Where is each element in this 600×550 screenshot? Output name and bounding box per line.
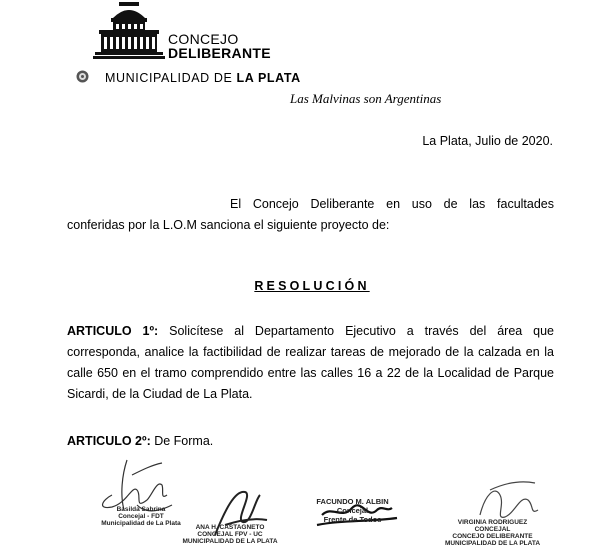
signature-3-block (290, 497, 415, 524)
signature-4-block (435, 519, 550, 547)
org-name-line1: CONCEJO (168, 31, 239, 47)
municipality-prefix: MUNICIPALIDAD DE (105, 71, 237, 85)
signature-4-role: CONCEJAL (474, 526, 511, 533)
signature-2-block (180, 524, 280, 545)
municipal-seal-icon (76, 70, 89, 83)
signature-2-role: CONCEJAL FPV - UC (197, 531, 263, 538)
signature-3-org: Frente de Todos (323, 515, 382, 524)
article-2 (67, 431, 554, 452)
article-1-label: ARTICULO 1º: (67, 324, 159, 338)
signature-1-role: Concejal - FDT (118, 513, 164, 520)
municipality-name: LA PLATA (236, 71, 301, 85)
signature-3-role: Concejal (336, 506, 369, 515)
building-dome-icon (93, 2, 165, 60)
signature-4-name: VIRGINIA RODRIGUEZ (457, 519, 528, 526)
signature-4-org2: MUNICIPALIDAD DE LA PLATA (444, 540, 541, 547)
document-date: La Plata, Julio de 2020. (422, 134, 553, 148)
signature-1-scribble (92, 455, 192, 550)
signature-1-block (96, 506, 186, 527)
resolution-title: RESOLUCIÓN (254, 279, 370, 293)
signature-1-org: Municipalidad de La Plata (101, 520, 181, 527)
signature-2-name: ANA H. CASTAGNETO (195, 524, 265, 531)
article-1 (67, 321, 554, 405)
intro-paragraph: El Concejo Deliberante en uso de las facultades conferidas por la L.O.M sanciona el siguiente proyecto de: (67, 197, 554, 232)
municipality-line (105, 71, 301, 85)
signature-4-org: CONCEJO DELIBERANTE (452, 533, 533, 540)
org-name-line2: DELIBERANTE (168, 45, 271, 61)
motto: Las Malvinas son Argentinas (290, 91, 442, 106)
signature-2-org: MUNICIPALIDAD DE LA PLATA (182, 538, 278, 545)
article-2-text: De Forma. (150, 434, 214, 448)
article-2-label: ARTICULO 2º: (67, 434, 151, 448)
signature-1-name: Basilda Sabrina (116, 506, 166, 513)
article-1-text: Solicítese al Departamento Ejecutivo a través del área que corresponda, analice la factibilidad de realizar tareas de mejorado de la calzada en la calle 650 en el tramo comprendido entre las calles 16 a 22 de la Localidad de Parque Sicardi, de la Ciudad de La Plata. (67, 324, 555, 401)
signature-3-name: FACUNDO M. ALBIN (316, 497, 389, 506)
